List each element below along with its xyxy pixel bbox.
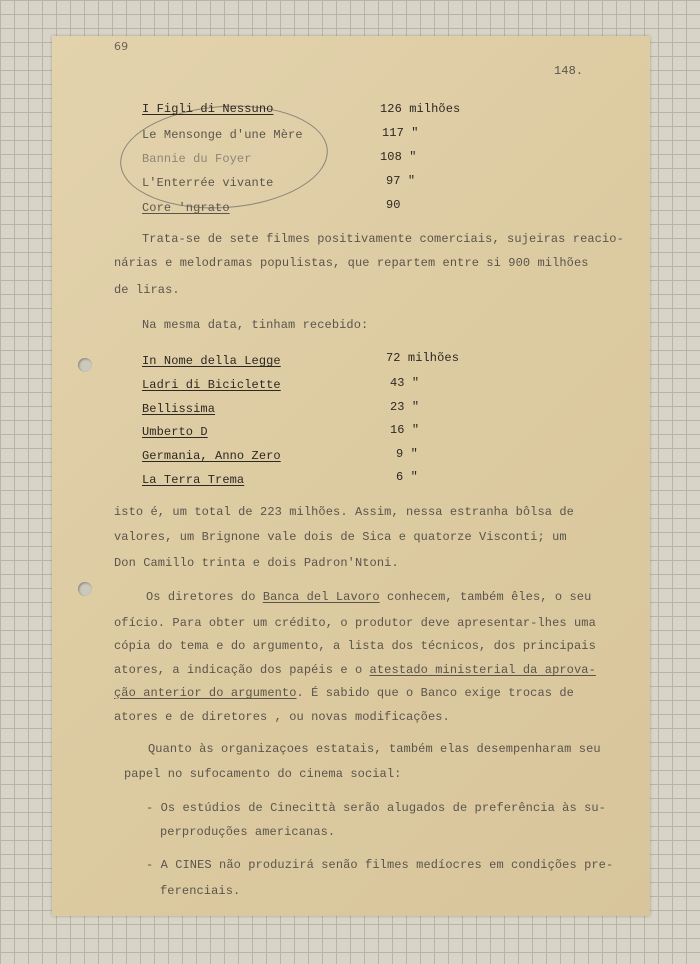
film-title: Bellissima (142, 402, 216, 416)
underlined-text: atestado ministerial da aprova- (369, 663, 596, 677)
text-run: . É sabido que o Banco exige trocas de (296, 686, 574, 700)
film-title: Germania, Anno Zero (142, 449, 281, 463)
paragraph-line (146, 590, 591, 604)
text-run: conhecem, também êles, o seu (379, 590, 592, 604)
film-title: In Nome della Legge (142, 354, 281, 368)
paragraph-line (114, 686, 574, 700)
paragraph-line: Trata-se de sete filmes positivamente comerciais, sujeiras reacio- (142, 232, 624, 246)
underlined-text: Banca del Lavoro (262, 590, 380, 604)
punch-hole (78, 358, 92, 372)
paragraph-line: Quanto às organizaçoes estatais, também elas desempenharam seu (148, 742, 601, 756)
pencil-page-number: 69 (114, 40, 129, 53)
film-value: 117 " (382, 126, 419, 140)
film-value: 23 " (390, 400, 420, 414)
bullet-line: ferenciais. (160, 884, 241, 898)
page-number: 148. (554, 64, 584, 78)
film-value: 16 " (390, 423, 420, 437)
film-value: 6 " (396, 470, 418, 484)
paragraph-line: isto é, um total de 223 milhões. Assim, nessa estranha bôlsa de (114, 505, 574, 519)
underlined-text: ção anterior do argumento (114, 686, 297, 700)
text-run: Os diretores do (146, 590, 263, 604)
film-value: 90 (386, 198, 401, 212)
paragraph-line: Na mesma data, tinham recebido: (142, 318, 369, 332)
film-title: I Figli di Nessuno (142, 102, 274, 116)
film-value: 108 " (380, 150, 417, 164)
paragraph-line: ofício. Para obter um crédito, o produtor deve apresentar-lhes uma (114, 616, 596, 630)
film-value: 43 " (390, 376, 420, 390)
punch-hole (78, 582, 92, 596)
paragraph-line: nárias e melodramas populistas, que repartem entre si 900 milhões (114, 256, 589, 270)
film-title: Le Mensonge d'une Mère (142, 128, 303, 142)
text-run: atores, a indicação dos papéis e o (114, 663, 370, 677)
film-value: 126 milhões (380, 102, 461, 116)
paragraph-line: papel no sufocamento do cinema social: (124, 767, 402, 781)
film-value: 97 " (386, 174, 416, 188)
bullet-line: - Os estúdios de Cinecittà serão alugados de preferência às su- (146, 801, 606, 815)
bullet-line: perproduções americanas. (160, 825, 336, 839)
paragraph-line: Don Camillo trinta e dois Padron'Ntoni. (114, 556, 399, 570)
document-page (52, 36, 650, 916)
film-title: La Terra Trema (142, 473, 245, 487)
paragraph-line (114, 663, 596, 677)
film-title: Ladri di Biciclette (142, 378, 281, 392)
film-title: L'Enterrée vivante (142, 176, 274, 190)
paragraph-line: de liras. (114, 283, 180, 297)
paragraph-line: atores e de diretores , ou novas modificações. (114, 710, 450, 724)
film-title: Core 'ngrato (142, 201, 230, 215)
film-title: Bannie du Foyer (142, 152, 252, 166)
film-title: Umberto D (142, 425, 208, 439)
paragraph-line: valores, um Brignone vale dois de Sica e quatorze Visconti; um (114, 530, 567, 544)
film-value: 9 " (396, 447, 418, 461)
film-value: 72 milhões (386, 351, 460, 365)
bullet-line: - A CINES não produzirá senão filmes medíocres em condições pre- (146, 858, 614, 872)
paragraph-line: cópia do tema e do argumento, a lista dos técnicos, dos principais (114, 639, 596, 653)
